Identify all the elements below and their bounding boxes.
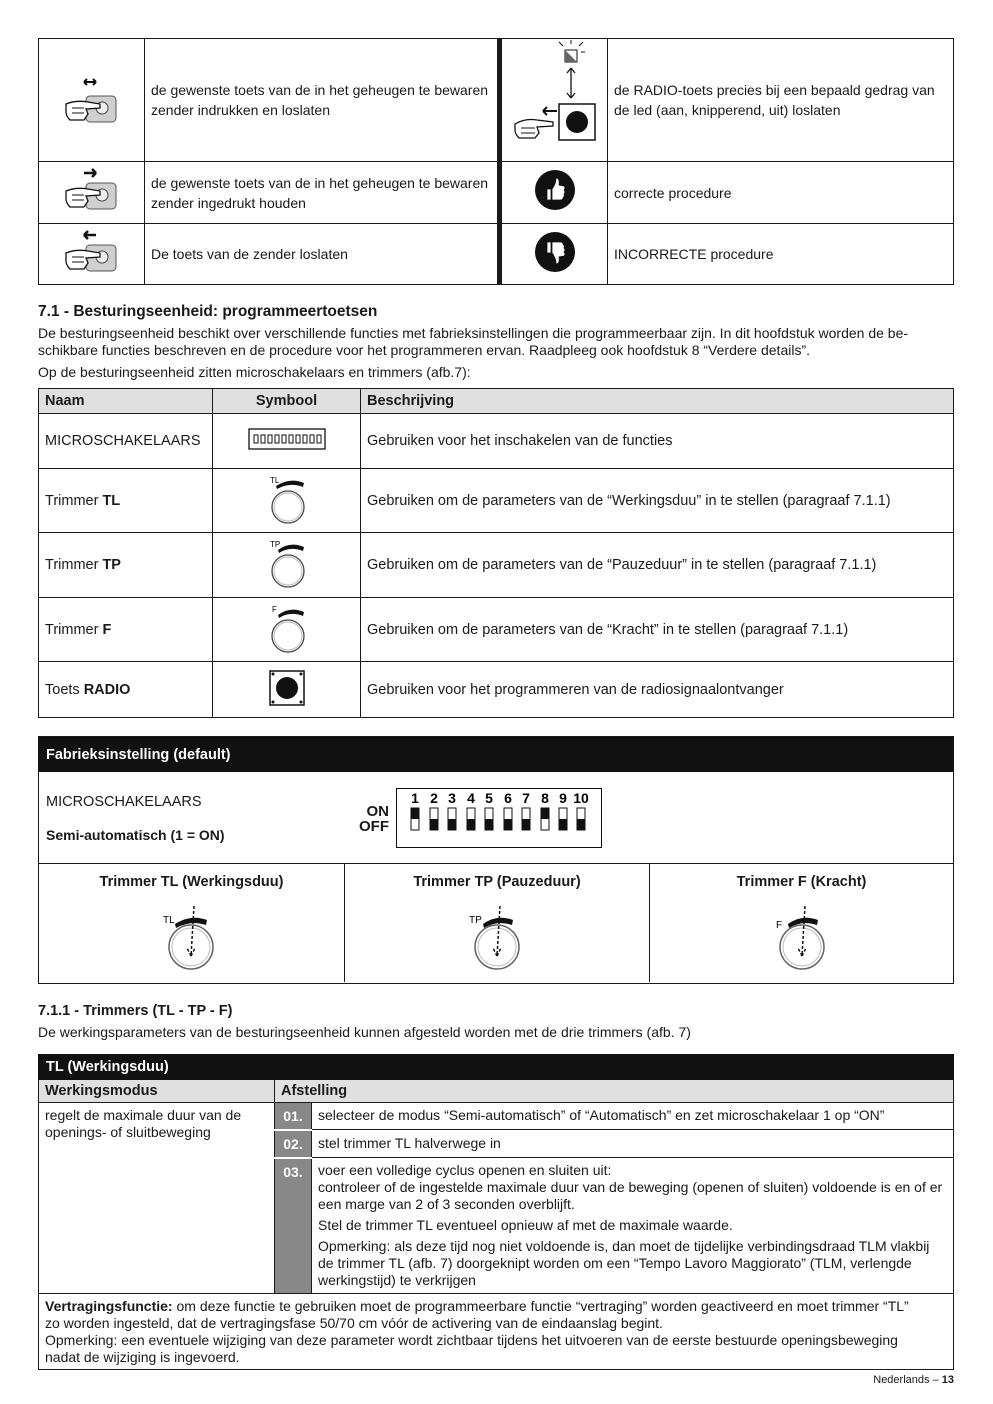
paragraph: Op de besturingseenheid zitten microschakelaars en trimmers (afb.7):	[38, 364, 471, 380]
hand-press-release-icon	[39, 39, 145, 162]
dip-switch-8	[541, 808, 549, 830]
switch-number: 4	[467, 790, 475, 806]
svg-text:F: F	[271, 604, 277, 614]
table-row	[39, 533, 954, 598]
step-number: 02.	[275, 1130, 312, 1158]
switch-number: 2	[430, 790, 438, 806]
switch-number: 3	[448, 790, 456, 806]
col-header: Naam	[39, 389, 213, 414]
trimmer-dial-icon	[465, 902, 529, 974]
subsection-title: 7.1.1 - Trimmers (TL - TP - F)	[38, 1003, 233, 1019]
name-cell: Trimmer TL	[39, 469, 213, 533]
col-header: Werkingsmodus	[39, 1080, 275, 1103]
col-header: Symbool	[213, 389, 361, 414]
dip-switch-3	[448, 808, 456, 830]
desc-cell: Gebruiken om de parameters van de “Pauzeduur” in te stellen (paragraaf 7.1.1)	[361, 533, 954, 598]
switch-number: 7	[522, 790, 530, 806]
desc-cell: Gebruiken voor het inschakelen van de functies	[361, 414, 954, 469]
dip-switch-2	[430, 808, 438, 830]
step-text: voer een volledige cyclus openen en sluiten uit: controleer of de ingestelde maximale duur van de beweging (openen of sluiten) voldoende is en of er een marge van 2 of 3 seconden overblijft. Stel de trimmer TL eventueel opnieuw af met de maximale waarde. Opmerking: als deze tijd nog niet voldoende is, dan moet de tijdelijke verbindingsdraad TLM vlakbij de trimmer TL (afb. 7) doorgeknipt worden om een “Tempo Lavoro Maggiorato” (TLM, verlengde werkingstijd) te verkrijgen	[312, 1158, 954, 1294]
paragraph: De besturingseenheid beschikt over verschillende functies met fabrieksinstellingen die programmeerbaar zijn. In dit hoofdstuk worden de be- schikbare functies beschreven en de procedure voor het programmeren ervan. Raadpleeg ook hoofdstuk 8 “Verdere details”.	[38, 325, 909, 358]
name-cell: Trimmer TP	[39, 533, 213, 598]
switch-number: 9	[559, 790, 567, 806]
hand-press-hold-icon	[39, 162, 145, 224]
section-title: 7.1 - Besturingseenheid: programmeertoetsen	[38, 303, 378, 320]
symbols-table	[38, 388, 954, 718]
trimmer-dial-icon	[770, 902, 834, 974]
thumbs-down-icon	[500, 224, 608, 285]
trimmer-tl-cell	[39, 864, 345, 982]
desc-cell: Gebruiken voor het programmeren van de radiosignaalontvanger	[361, 662, 954, 718]
dip-switch-icon	[213, 414, 361, 469]
svg-text:TP: TP	[269, 540, 280, 549]
off-label: OFF	[359, 818, 389, 835]
tl-table	[38, 1054, 954, 1370]
table-row	[39, 662, 954, 718]
name-cell: MICROSCHAKELAARS	[39, 414, 213, 469]
dip-switch-6	[504, 808, 512, 830]
desc-cell: Gebruiken om de parameters van de “Werkingsduu” in te stellen (paragraaf 7.1.1)	[361, 469, 954, 533]
svg-text:TL: TL	[269, 475, 279, 485]
switch-number: 10	[573, 790, 589, 806]
trimmer-icon	[213, 598, 361, 662]
col-header: Beschrijving	[361, 389, 954, 414]
table-row	[39, 414, 954, 469]
switch-number: 5	[485, 790, 493, 806]
step-text: stel trimmer TL halverwege in	[312, 1130, 954, 1158]
trimmer-f-cell	[650, 864, 953, 982]
on-label: ON	[366, 803, 389, 820]
step-text: selecteer de modus “Semi-automatisch” of “Automatisch” en zet microschakelaar 1 op “ON”	[312, 1103, 954, 1130]
hand-release-icon	[39, 224, 145, 285]
trimmer-tp-cell	[345, 864, 650, 982]
semi-label: Semi-automatisch (1 = ON)	[46, 827, 225, 843]
legend-table	[38, 38, 954, 285]
step-number: 03.	[275, 1158, 312, 1294]
trimmer-icon	[213, 533, 361, 598]
table-row	[39, 469, 954, 533]
trimmer-title: Trimmer TP (Pauzeduur)	[413, 874, 581, 890]
tl-title: TL (Werkingsduu)	[39, 1055, 954, 1080]
trimmer-dial-icon	[159, 902, 223, 974]
switch-number: 6	[504, 790, 512, 806]
switch-number: 1	[411, 790, 419, 806]
dip-switch-4	[467, 808, 475, 830]
micro-label: MICROSCHAKELAARS	[46, 794, 202, 810]
legend-text: De toets van de zender loslaten	[151, 246, 348, 262]
factory-title: Fabrieksinstelling (default)	[39, 737, 953, 772]
trimmer-title: Trimmer TL (Werkingsduu)	[99, 874, 284, 890]
dip-switch-9	[559, 808, 567, 830]
dip-switch-7	[522, 808, 530, 830]
mode-cell: regelt de maximale duur van de openings- of sluitbeweging	[39, 1103, 275, 1294]
radio-button-led-icon	[500, 39, 608, 162]
trimmer-title: Trimmer F (Kracht)	[736, 874, 867, 890]
svg-text:F: F	[776, 920, 783, 931]
step-number: 01.	[275, 1103, 312, 1130]
desc-cell: Gebruiken om de parameters van de “Kracht” in te stellen (paragraaf 7.1.1)	[361, 598, 954, 662]
legend-text: INCORRECTE procedure	[614, 246, 774, 262]
page-footer: Nederlands – 13	[873, 1374, 954, 1386]
legend-text: de RADIO-toets precies bij een bepaald gedrag van de led (aan, knipperend, uit) loslaten	[614, 82, 935, 118]
legend-text: correcte procedure	[614, 184, 732, 201]
switch-number: 8	[541, 790, 549, 806]
name-cell: Trimmer F	[39, 598, 213, 662]
dip-switch-1	[411, 808, 419, 830]
dip-switch-10	[577, 808, 585, 830]
factory-settings-box	[38, 736, 954, 984]
trimmer-icon	[213, 469, 361, 533]
dip-switch-diagram	[396, 788, 602, 848]
legend-text: de gewenste toets van de in het geheugen te bewaren zender indrukken en loslaten	[151, 82, 489, 118]
legend-text: de gewenste toets van de in het geheugen te bewaren zender ingedrukt houden	[151, 174, 489, 211]
svg-text:TP: TP	[469, 915, 482, 926]
table-row	[39, 598, 954, 662]
paragraph: De werkingsparameters van de besturingseenheid kunnen afgesteld worden met de drie trimmers (afb. 7)	[38, 1024, 691, 1040]
name-cell: Toets RADIO	[39, 662, 213, 718]
thumbs-up-icon	[500, 162, 608, 224]
svg-text:TL: TL	[163, 915, 175, 926]
tl-footer: Vertragingsfunctie: om deze functie te gebruiken moet de programmeerbare functie “vertraging” worden geactiveerd en moet trimmer “TL” zo worden ingesteld, dat de vertragingsfase 50/70 cm vóór de activering van de eindaanslag begint. Opmerking: een eventuele wijziging van deze parameter wordt zichtbaar tijdens het uitvoeren van de eerste bestuurde openingsbeweging nadat de wijziging is ingevoerd.	[39, 1294, 954, 1370]
dip-switch-5	[485, 808, 493, 830]
col-header: Afstelling	[275, 1080, 954, 1103]
radio-button-icon	[213, 662, 361, 718]
